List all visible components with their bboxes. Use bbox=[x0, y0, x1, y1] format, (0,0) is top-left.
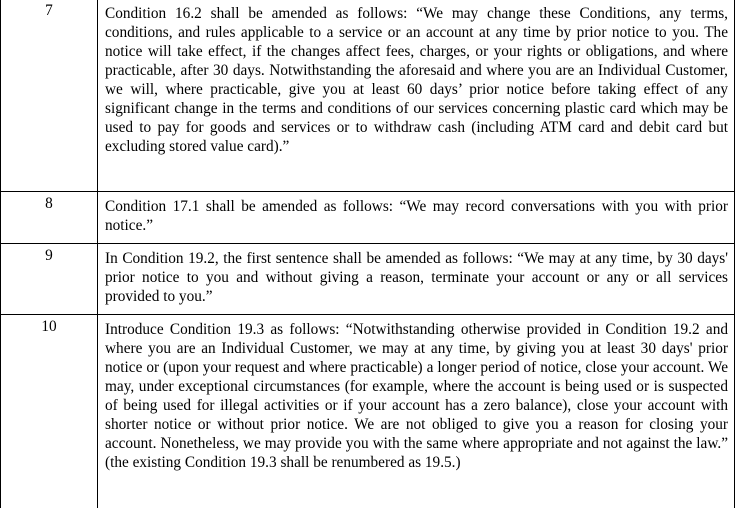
table-row bbox=[1, 192, 735, 244]
item-number: 9 bbox=[1, 244, 98, 315]
amendment-text: Condition 16.2 shall be amended as follows: “We may change these Conditions, any terms, conditions, and rules applicable to a service or an account at any time by prior notice to you. The notice will take effect, if the changes affect fees, charges, or your rights or obligations, and where practicable, after 30 days. Notwithstanding the aforesaid and where you are an Individual Customer, we will, where practicable, give you at least 60 days’ prior notice before taking effect of any significant change in the terms and conditions of our services concerning plastic card which may be used to pay for goods and services or to withdraw cash (including ATM card and debit card but excluding stored value card).” bbox=[98, 0, 735, 192]
item-number: 8 bbox=[1, 192, 98, 244]
item-number: 7 bbox=[1, 0, 98, 192]
item-number: 10 bbox=[1, 315, 98, 508]
table-row bbox=[1, 315, 735, 508]
amendment-text: Introduce Condition 19.3 as follows: “Notwithstanding otherwise provided in Condition 19.2 and where you are an Individual Customer, we may at any time, by giving you at least 30 days' prior notice or (upon your request and where practicable) a longer period of notice, close your account. We may, under exceptional circumstances (for example, where the account is being used or is suspected of being used for illegal activities or if your account has a zero balance), close your account with shorter notice or without prior notice. We are not obliged to give you a reason for closing your account. Nonetheless, we may provide you with the same where appropriate and not against the law.” (the existing Condition 19.3 shall be renumbered as 19.5.) bbox=[98, 315, 735, 508]
table-row bbox=[1, 244, 735, 315]
amendment-text: Condition 17.1 shall be amended as follows: “We may record conversations with you with prior notice.” bbox=[98, 192, 735, 244]
table-row bbox=[1, 0, 735, 192]
amendment-text: In Condition 19.2, the first sentence shall be amended as follows: “We may at any time, by 30 days' prior notice to you and without giving a reason, terminate your account or any or all services provided to you.” bbox=[98, 244, 735, 315]
